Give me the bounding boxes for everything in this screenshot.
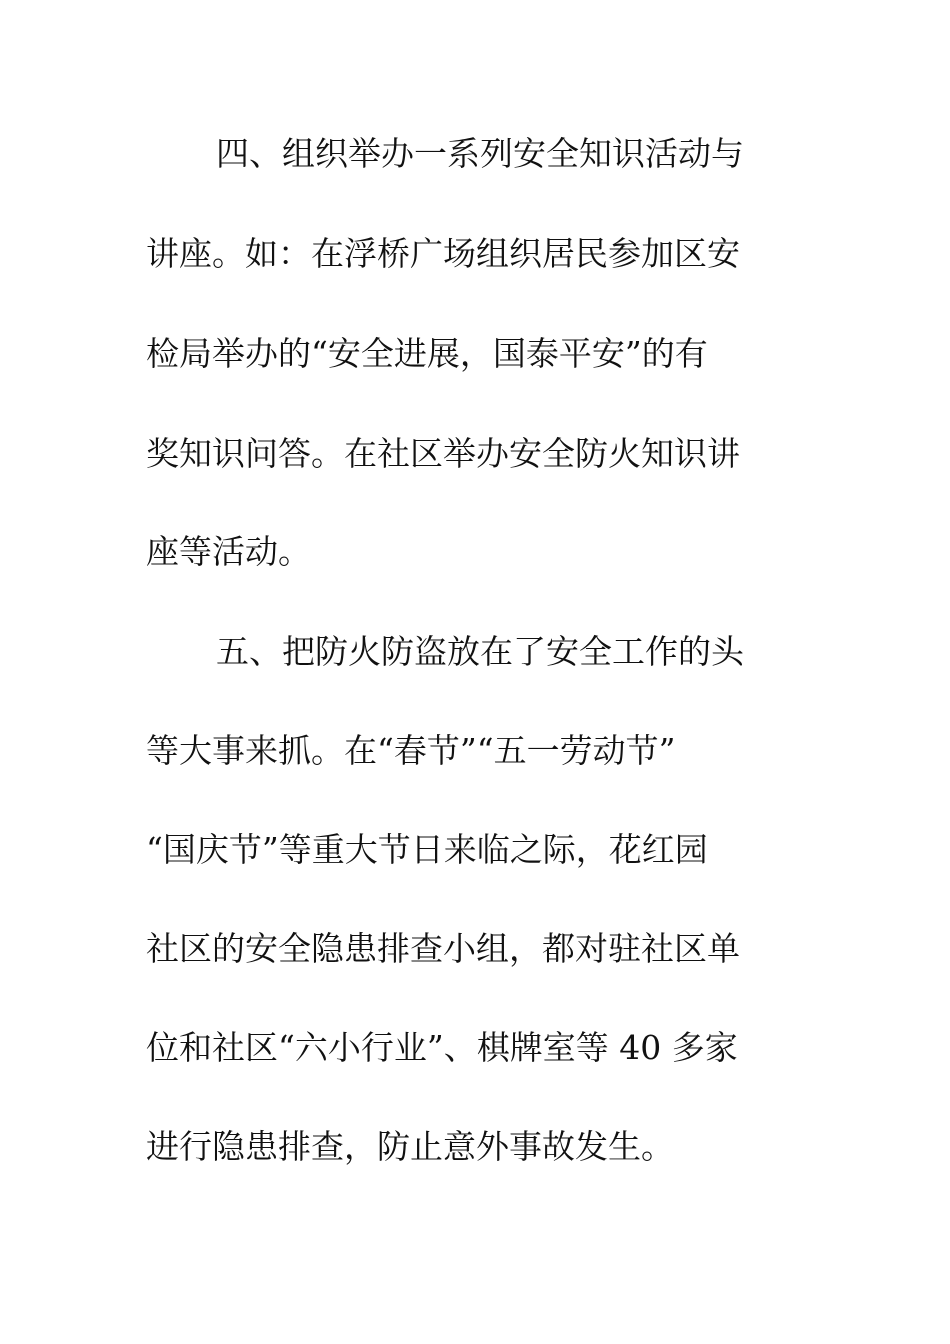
paragraph-5-line-2: 等大事来抓。在“春节”“五一劳动节”	[146, 731, 676, 770]
paragraph-4-line-5: 座等活动。	[146, 532, 311, 571]
paragraph-5-line-4: 社区的安全隐患排查小组，都对驻社区单	[146, 929, 740, 968]
paragraph-5-line-3: “国庆节”等重大节日来临之际，花红园	[146, 830, 708, 869]
paragraph-4-line-2: 讲座。如：在浮桥广场组织居民参加区安	[146, 234, 740, 273]
paragraph-5-line-5: 位和社区“六小行业”、棋牌室等 40 多家	[146, 1028, 738, 1067]
paragraph-4-line-1: 四、组织举办一系列安全知识活动与	[216, 134, 744, 173]
paragraph-4-line-3: 检局举办的“安全进展，国泰平安”的有	[146, 334, 708, 373]
paragraph-4-line-4: 奖知识问答。在社区举办安全防火知识讲	[146, 434, 740, 473]
paragraph-5-line-6: 进行隐患排查，防止意外事故发生。	[146, 1127, 674, 1166]
paragraph-5-line-1: 五、把防火防盗放在了安全工作的头	[216, 632, 744, 671]
